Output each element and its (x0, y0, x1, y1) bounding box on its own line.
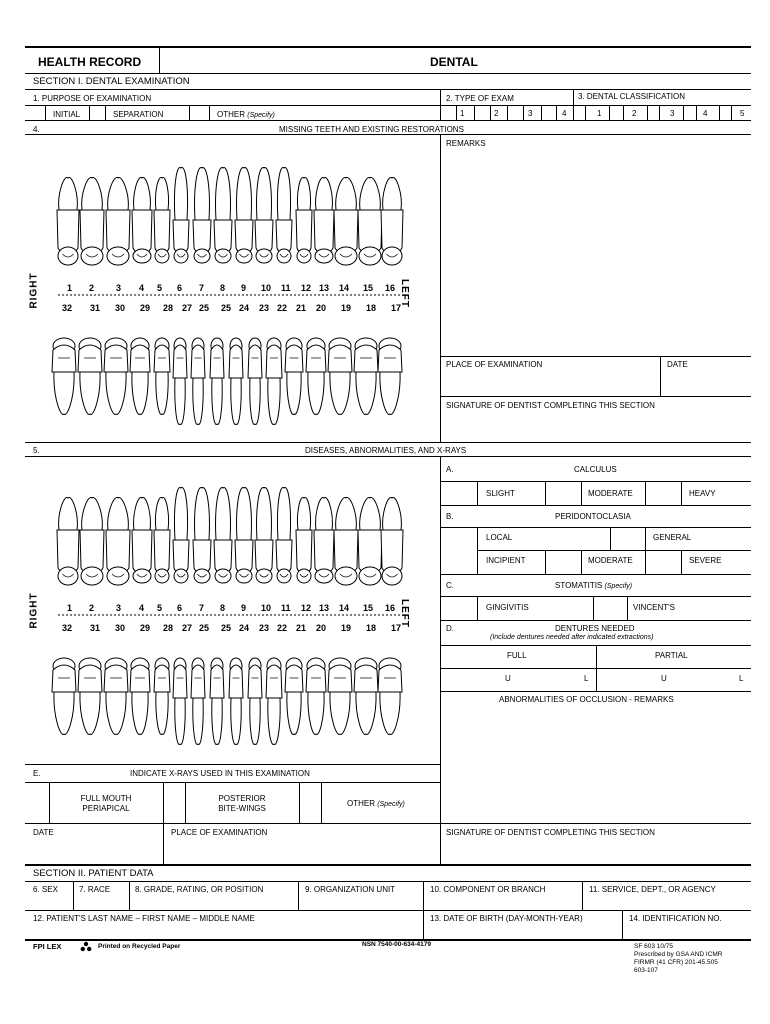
tooth-number-upper: 10 (261, 603, 272, 613)
tooth-number-lower: 31 (90, 303, 101, 313)
class-option-1: 1 (597, 109, 602, 118)
full-mouth-line2: PERIAPICAL (82, 804, 130, 813)
divider (541, 105, 542, 120)
tooth-number-lower: 17 (391, 623, 402, 633)
tooth-number-upper: 6 (177, 603, 183, 613)
component-label: 10. COMPONENT OR BRANCH (430, 885, 546, 894)
dentures-title: DENTURES NEEDED (555, 624, 635, 633)
divider (49, 782, 50, 823)
dentures-subtitle: (Include dentures needed after indicated extractions) (490, 634, 654, 641)
tooth-number-lower: 31 (90, 623, 101, 633)
remarks-field[interactable] (441, 150, 751, 354)
divider (585, 105, 586, 120)
type-exam-options (440, 105, 573, 120)
tooth-number-upper: 1 (67, 603, 73, 613)
vincents-label: VINCENT'S (633, 603, 675, 612)
slight-label: SLIGHT (486, 489, 515, 498)
divider (593, 596, 594, 620)
divider (609, 105, 610, 120)
recycle-icon (80, 941, 92, 952)
gingivitis-label: GINGIVITIS (486, 603, 529, 612)
peridontoclasia-title: PERIDONTOCLASIA (555, 512, 631, 521)
class-option-2: 2 (632, 109, 637, 118)
tooth-number-upper: 16 (385, 603, 396, 613)
full-mouth-label (63, 794, 149, 814)
purpose-label: 1. PURPOSE OF EXAMINATION (33, 94, 152, 103)
tooth-number-upper: 1 (67, 283, 73, 293)
divider (581, 481, 582, 505)
calculus-title: CALCULUS (574, 465, 617, 474)
tooth-number-upper: 13 (319, 603, 330, 613)
rule (440, 596, 751, 597)
rule (440, 396, 751, 397)
rule (25, 73, 751, 74)
rule (440, 574, 751, 575)
full-label: FULL (507, 651, 527, 660)
xray-other-label (347, 799, 405, 810)
right-label: RIGHT (28, 272, 40, 309)
specify-hint: (Specify) (247, 112, 275, 119)
tooth-number-lower: 27 (182, 303, 193, 313)
tooth-number-upper: 7 (199, 283, 205, 293)
tooth-number-upper: 8 (220, 283, 226, 293)
divider (581, 550, 582, 574)
tooth-number-upper: 15 (363, 603, 374, 613)
full-upper: U (505, 674, 511, 683)
rule (25, 89, 751, 90)
patient-name-label: 12. PATIENT'S LAST NAME – FIRST NAME – MIDDLE NAME (33, 914, 255, 923)
grade-label: 8. GRADE, RATING, OR POSITION (135, 885, 264, 894)
severe-label: SEVERE (689, 556, 722, 565)
tooth-number-upper: 3 (116, 603, 122, 613)
divider (683, 105, 684, 120)
divider (490, 105, 491, 120)
local-label: LOCAL (486, 533, 513, 542)
tooth-number-upper: 5 (157, 283, 163, 293)
rule (25, 864, 751, 866)
divider (696, 105, 697, 120)
left-label: LEFT (399, 279, 410, 308)
dentures-letter: D. (446, 624, 454, 633)
code-label: 603-107 (634, 967, 658, 974)
divider (645, 550, 646, 574)
divider (163, 823, 164, 864)
right-label: RIGHT (28, 592, 40, 629)
tooth-number-lower: 19 (341, 623, 352, 633)
tooth-number-upper: 14 (339, 283, 350, 293)
divider (477, 596, 478, 620)
type-option-4: 4 (562, 109, 567, 118)
rule (25, 456, 751, 457)
divider (321, 782, 322, 823)
item4-number: 4. (33, 125, 40, 134)
rule (440, 620, 751, 621)
place-label: PLACE OF EXAMINATION (446, 360, 543, 369)
initial-checkbox[interactable] (90, 105, 105, 120)
divider (159, 47, 160, 73)
tooth-number-lower: 19 (341, 303, 352, 313)
tooth-number-upper: 9 (241, 603, 247, 613)
rule (25, 764, 441, 765)
rule (440, 668, 751, 669)
race-label: 7. RACE (79, 885, 111, 894)
prescribed-label: Prescribed by GSA AND ICMR (634, 951, 723, 958)
tooth-number-lower: 22 (277, 303, 288, 313)
tooth-number-lower: 30 (115, 623, 126, 633)
recycled-label: Printed on Recycled Paper (98, 943, 181, 950)
divider (523, 105, 524, 120)
rule (25, 782, 441, 783)
rule (25, 120, 751, 121)
divider (298, 881, 299, 910)
heavy-label: HEAVY (689, 489, 716, 498)
tooth-number-lower: 25 (199, 623, 210, 633)
occlusion-label: ABNORMALITIES OF OCCLUSION - REMARKS (499, 695, 674, 704)
divider (660, 356, 661, 396)
tooth-number-upper: 2 (89, 603, 95, 613)
tooth-number-upper: 12 (301, 603, 312, 613)
rule (25, 881, 751, 882)
place-label-2: PLACE OF EXAMINATION (171, 828, 268, 837)
tooth-number-lower: 18 (366, 623, 377, 633)
rule (25, 910, 751, 911)
tooth-number-upper: 8 (220, 603, 226, 613)
tooth-number-lower: 28 (163, 303, 174, 313)
rule (25, 823, 751, 824)
dob-label: 13. DATE OF BIRTH (DAY-MONTH-YEAR) (430, 914, 583, 923)
tooth-number-lower: 17 (391, 303, 402, 313)
type-option-3: 3 (528, 109, 533, 118)
tooth-number-upper: 6 (177, 283, 183, 293)
date-label: DATE (667, 360, 688, 369)
specify-hint: (Specify) (377, 801, 405, 808)
divider (129, 881, 130, 910)
tooth-number-lower: 23 (259, 303, 270, 313)
peridontoclasia-letter: B. (446, 512, 454, 521)
moderate-label: MODERATE (588, 489, 633, 498)
tooth-number-lower: 21 (296, 303, 307, 313)
divider (582, 881, 583, 910)
posterior-checkbox[interactable] (300, 783, 320, 822)
signature-label: SIGNATURE OF DENTIST COMPLETING THIS SECTION (446, 401, 655, 410)
tooth-number-upper: 13 (319, 283, 330, 293)
rule (440, 527, 751, 528)
stomatitis-letter: C. (446, 581, 454, 590)
tooth-number-upper: 7 (199, 603, 205, 613)
xrays-title: INDICATE X-RAYS USED IN THIS EXAMINATION (130, 769, 310, 778)
posterior-line1: POSTERIOR (218, 794, 266, 803)
item5-title: DISEASES, ABNORMALITIES, AND X-RAYS (305, 446, 467, 455)
calculus-letter: A. (446, 465, 454, 474)
partial-label: PARTIAL (655, 651, 688, 660)
tooth-number-lower: 20 (316, 303, 327, 313)
tooth-number-lower: 20 (316, 623, 327, 633)
tooth-number-lower: 30 (115, 303, 126, 313)
item5-number: 5. (33, 446, 40, 455)
rule (440, 505, 751, 506)
type-exam-label: 2. TYPE OF EXAM (446, 94, 514, 103)
tooth-number-upper: 9 (241, 283, 247, 293)
partial-lower: L (739, 674, 744, 683)
tooth-number-upper: 4 (139, 283, 145, 293)
full-lower: L (584, 674, 589, 683)
tooth-number-lower: 24 (239, 303, 250, 313)
divider (681, 550, 682, 574)
section2-title: SECTION II. PATIENT DATA (33, 868, 154, 879)
top-rule (25, 46, 751, 48)
full-mouth-checkbox[interactable] (164, 783, 184, 822)
tooth-number-upper: 10 (261, 283, 272, 293)
remarks-label: REMARKS (446, 139, 486, 148)
org-unit-label: 9. ORGANIZATION UNIT (305, 885, 396, 894)
tooth-number-upper: 3 (116, 283, 122, 293)
tooth-number-upper: 14 (339, 603, 350, 613)
stomatitis-text: STOMATITIS (555, 581, 603, 590)
xray-other-text: OTHER (347, 799, 375, 808)
tooth-number-upper: 11 (281, 603, 291, 613)
tooth-number-upper: 15 (363, 283, 374, 293)
divider (105, 105, 106, 120)
type-option-2: 2 (494, 109, 499, 118)
initial-label: INITIAL (53, 110, 81, 119)
tooth-number-lower: 29 (140, 623, 151, 633)
divider (719, 105, 720, 120)
class-option-5: 5 (740, 109, 745, 118)
classification-options (573, 105, 751, 120)
specify-hint: (Specify) (604, 583, 633, 590)
divider (73, 881, 74, 910)
tooth-number-lower: 32 (62, 303, 73, 313)
nsn-label: NSN 7540-00-634-4179 (362, 941, 432, 948)
occlusion-remarks-field[interactable] (441, 706, 751, 822)
divider (545, 550, 546, 574)
left-label: LEFT (399, 599, 410, 628)
tooth-number-lower: 28 (163, 623, 174, 633)
section-title: SECTION I. DENTAL EXAMINATION (33, 76, 190, 87)
divider (610, 527, 611, 550)
tooth-number-upper: 12 (301, 283, 312, 293)
tooth-number-lower: 25 (199, 303, 210, 313)
sex-label: 6. SEX (33, 885, 58, 894)
divider (185, 782, 186, 823)
divider (474, 105, 475, 120)
tooth-number-lower: 32 (62, 623, 73, 633)
general-label: GENERAL (653, 533, 692, 542)
tooth-number-lower: 25 (221, 303, 232, 313)
divider (45, 105, 46, 120)
rule (440, 481, 751, 482)
chart2-labels (30, 470, 430, 760)
posterior-line2: BITE-WINGS (218, 804, 266, 813)
class-option-4: 4 (703, 109, 708, 118)
service-label: 11. SERVICE, DEPT., OR AGENCY (589, 885, 716, 894)
firmr-label: FIRMR (41 CFR) 201-45.505 (634, 959, 718, 966)
other-text: OTHER (217, 110, 245, 119)
divider (645, 527, 646, 550)
divider (627, 596, 628, 620)
tooth-number-upper: 16 (385, 283, 396, 293)
tooth-number-upper: 4 (139, 603, 145, 613)
separation-label: SEPARATION (113, 110, 164, 119)
tooth-number-lower: 24 (239, 623, 250, 633)
tooth-number-upper: 11 (281, 283, 291, 293)
classification-label: 3. DENTAL CLASSIFICATION (578, 92, 685, 101)
divider (731, 105, 732, 120)
tooth-number-upper: 2 (89, 283, 95, 293)
partial-upper: U (661, 674, 667, 683)
divider (659, 105, 660, 120)
rule (440, 356, 751, 357)
divider (681, 481, 682, 505)
divider (647, 105, 648, 120)
signature-label-2: SIGNATURE OF DENTIST COMPLETING THIS SECTION (446, 828, 655, 837)
tooth-number-lower: 29 (140, 303, 151, 313)
divider (209, 105, 210, 120)
rule (25, 134, 751, 135)
separation-checkbox[interactable] (190, 105, 209, 120)
type-option-1: 1 (460, 109, 465, 118)
rule (25, 442, 751, 443)
incipient-label: INCIPIENT (486, 556, 526, 565)
divider (556, 105, 557, 120)
tooth-number-lower: 22 (277, 623, 288, 633)
stomatitis-title (555, 581, 632, 592)
chart1-labels (30, 150, 430, 440)
tooth-number-lower: 25 (221, 623, 232, 633)
form-subtitle: DENTAL (430, 55, 478, 69)
tooth-number-lower: 27 (182, 623, 193, 633)
item4-title: MISSING TEETH AND EXISTING RESTORATIONS (279, 125, 464, 134)
divider (456, 105, 457, 120)
tooth-number-lower: 21 (296, 623, 307, 633)
tooth-number-lower: 18 (366, 303, 377, 313)
rule (440, 691, 751, 692)
divider (477, 481, 478, 505)
form-number: SF 603 10/75 (634, 943, 674, 950)
moderate-checkbox[interactable] (646, 482, 681, 504)
posterior-label (199, 794, 285, 814)
fpi-label: FPI LEX (33, 942, 62, 951)
moderate-label-2: MODERATE (588, 556, 633, 565)
xrays-letter: E. (33, 769, 41, 778)
slight-checkbox[interactable] (546, 482, 581, 504)
class-option-3: 3 (670, 109, 675, 118)
divider (507, 105, 508, 120)
tooth-number-lower: 23 (259, 623, 270, 633)
tooth-number-upper: 5 (157, 603, 163, 613)
rule (477, 550, 751, 551)
date-label-2: DATE (33, 828, 54, 837)
full-mouth-line1: FULL MOUTH (80, 794, 132, 803)
form-title: HEALTH RECORD (38, 55, 142, 69)
id-label: 14. IDENTIFICATION NO. (629, 914, 722, 923)
divider (622, 910, 623, 939)
divider (623, 105, 624, 120)
